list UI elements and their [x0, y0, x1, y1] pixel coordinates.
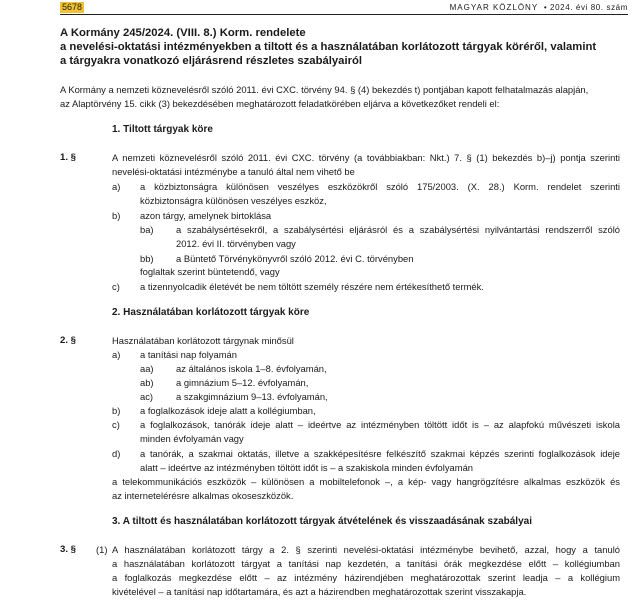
intro-line-1: A Kormány a nemzeti köznevelésről szóló 2011. évi CXC. törvény 94. § (4) bekezdés t) pontjában kapott felhatalmazás alapján,: [60, 84, 589, 95]
item-label: d): [112, 448, 121, 459]
item-label: b): [112, 405, 121, 416]
paragraph-1-number: 1. §: [60, 152, 77, 163]
paragraph-2-intro: Használatában korlátozott tárgynak minősül: [112, 335, 294, 346]
paragraph-3-line-3: a foglalkozás megkezdése előtt – az intézmény házirendjében meghatározottak szerint leadja – a kollégium: [112, 572, 620, 583]
item-text: a tizennyolcadik életévét be nem töltött személy részére nem értékesíthető termék.: [140, 281, 484, 292]
subitem-text: 2012. évi II. törvényben vagy: [176, 238, 296, 249]
title-line-1: A Kormány 245/2024. (VIII. 8.) Korm. rendelete: [60, 27, 306, 39]
section-2-heading: 2. Használatában korlátozott tárgyak köre: [112, 307, 310, 318]
item-label: c): [112, 419, 120, 430]
item-label: c): [112, 281, 120, 292]
paragraph-3-number: 3. §: [60, 544, 77, 555]
subitem-text: az általános iskola 1–8. évfolyamán,: [176, 363, 327, 374]
header-rule: [60, 14, 628, 15]
item-text: a közbiztonságra különösen veszélyes eszközökről szóló 175/2003. (X. 28.) Korm. rendelet szerinti: [140, 181, 620, 192]
item-label: a): [112, 181, 121, 192]
journal-title: [450, 2, 628, 13]
subitem-label: bb): [140, 253, 154, 264]
decree-title: [60, 26, 620, 68]
item-text: minden évfolyamán vagy: [140, 433, 244, 444]
journal-name: MAGYAR KÖZLÖNY: [449, 3, 539, 12]
paragraph-2-tail: az internetelérésre alkalmas okoseszközök.: [112, 490, 294, 501]
page-number: 5678: [62, 2, 83, 12]
subitem-text: a Büntető Törvénykönyvről szóló 2012. évi C. törvényben: [176, 253, 414, 264]
subitem-label: aa): [140, 363, 154, 374]
item-label: b): [112, 210, 121, 221]
intro-line-2: az Alaptörvény 15. cikk (3) bekezdésében meghatározott feladatkörében eljárva a következőket rendeli el:: [60, 98, 500, 109]
page-header: [0, 0, 640, 14]
section-1-heading: 1. Tiltott tárgyak köre: [112, 124, 213, 135]
item-text: a tanítási nap folyamán: [140, 349, 237, 360]
subitem-text: a szabálysértésekről, a szabálysértési eljárásról és a szabálysértési nyilvántartási rendszerről szóló: [176, 224, 620, 235]
subitem-text: a szakgimnázium 9–13. évfolyamán,: [176, 391, 328, 402]
item-text: a foglalkozások, tanórák ideje alatt – ideértve az intézményben töltött időt is – az alapfokú művészeti iskola: [140, 419, 620, 430]
issue-label: • 2024. évi 80. szám: [543, 3, 628, 12]
item-text: foglaltak szerint büntetendő, vagy: [140, 266, 280, 277]
title-line-2: a nevelési-oktatási intézményekben a tiltott és a használatában korlátozott tárgyak köréről, valamint: [60, 41, 597, 53]
item-text: alatt – ideértve az intézményben töltött időt is – a szakiskola minden évfolyamán: [140, 462, 473, 473]
paragraph-3-line-2: a használatában korlátozott tárgyat a tanítási nap kezdetén, a tanítási órák megkezdése előtt – kollégiumban: [112, 558, 620, 569]
paragraph-3-line-4: kivételével – a tanítási nap időtartamára, és azt a házirendben meghatározottak szerint visszakapja.: [112, 586, 527, 597]
subitem-text: a gimnázium 5–12. évfolyamán,: [176, 377, 309, 388]
paragraph-2-tail: a telekommunikációs eszközök – különösen a mobiltelefonok –, a kép- vagy hangrögzítésre alkalmas eszközök és: [112, 476, 620, 487]
section-3-heading: 3. A tiltott és használatában korlátozott tárgyak átvételének és visszaadásának szabályai: [112, 516, 532, 527]
item-text: azon tárgy, amelynek birtoklása: [140, 210, 272, 221]
subsection-number: (1): [96, 544, 108, 555]
item-label: a): [112, 349, 121, 360]
title-line-3: a tárgyakra vonatkozó eljárásrend részletes szabályairól: [60, 55, 363, 67]
paragraph-2-number: 2. §: [60, 335, 77, 346]
paragraph-1-line-2: nevelési-oktatási intézménybe a tanuló által nem vihető be: [112, 166, 355, 177]
subitem-label: ab): [140, 377, 154, 388]
subitem-label: ba): [140, 224, 154, 235]
paragraph-1-line-1: A nemzeti köznevelésről szóló 2011. évi CXC. törvény (a továbbiakban: Nkt.) 7. § (1) bekezdés b)–j) pontja szerinti: [112, 152, 620, 163]
subitem-label: ac): [140, 391, 154, 402]
item-text: a foglalkozások ideje alatt a kollégiumban,: [140, 405, 316, 416]
item-text: a tanórák, a szakmai oktatás, illetve a szakképesítésre felkészítő szakmai képzés szerinti foglalkozások ideje: [140, 448, 620, 459]
paragraph-3-line-1: A használatában korlátozott tárgy a 2. § szerinti nevelési-oktatási intézménybe bevihető, azzal, hogy a tanuló: [112, 544, 620, 555]
item-text: közbiztonságra különösen veszélyes eszköz,: [140, 195, 327, 206]
